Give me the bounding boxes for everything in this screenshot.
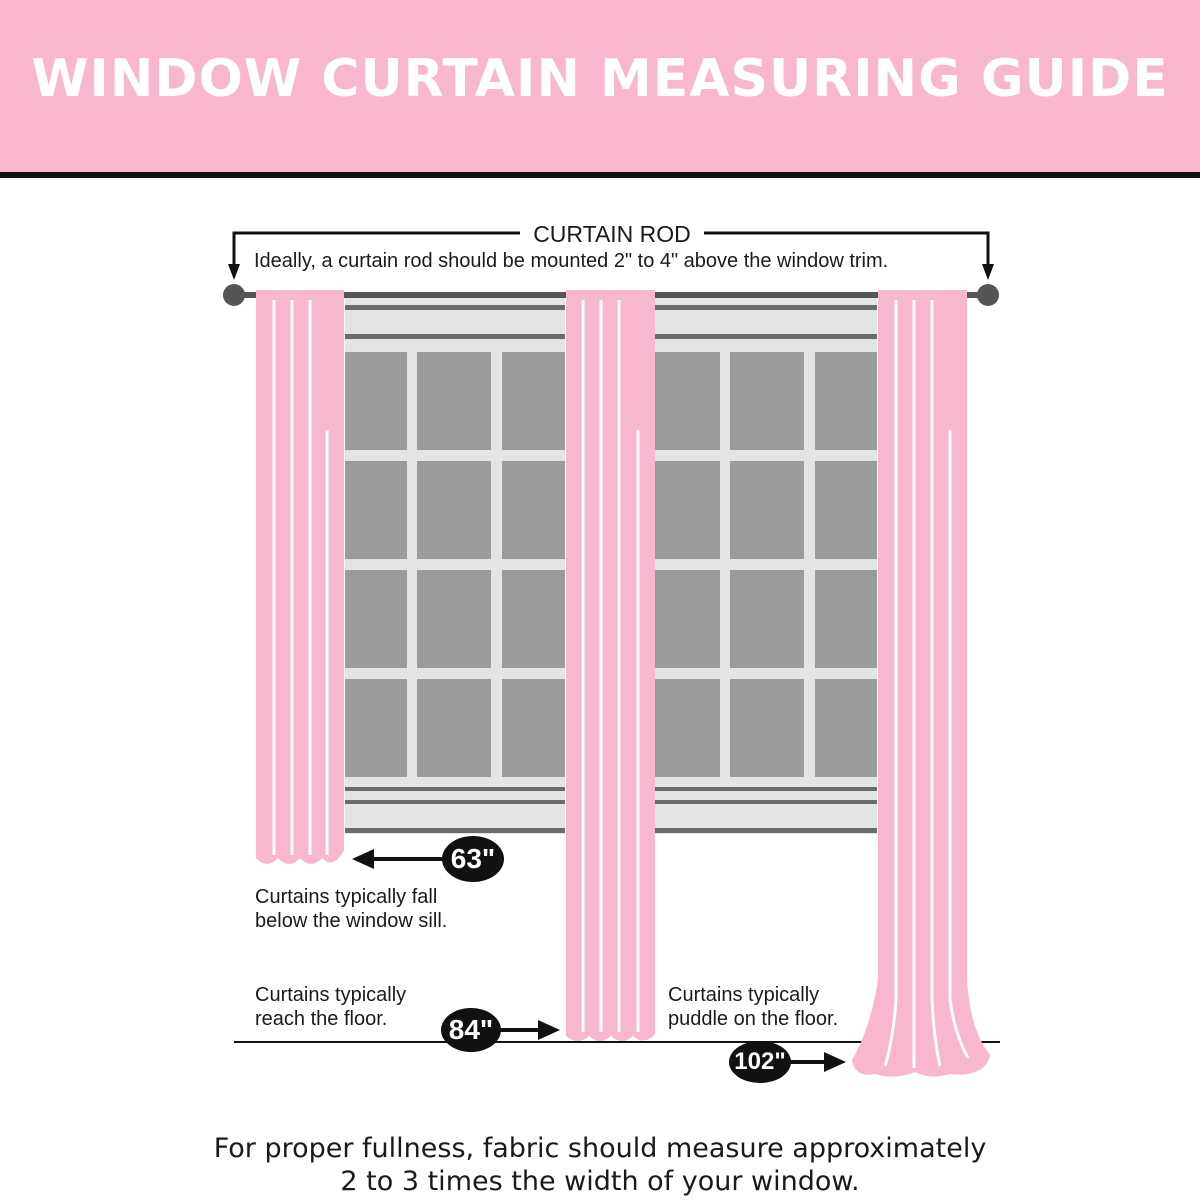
window-pane bbox=[417, 570, 491, 668]
window-sill-trim bbox=[345, 828, 565, 833]
window-pane bbox=[345, 461, 407, 559]
window-pane bbox=[345, 352, 407, 450]
window-sill-trim bbox=[345, 800, 565, 804]
curtain-rod-title: CURTAIN ROD bbox=[533, 221, 691, 247]
arrow-102 bbox=[788, 1052, 846, 1072]
window-sill-trim bbox=[655, 800, 877, 804]
window-pane bbox=[502, 570, 565, 668]
window-sill-trim bbox=[655, 787, 877, 791]
window-pane bbox=[815, 461, 877, 559]
curtain-rod-note: Ideally, a curtain rod should be mounted 2" to 4" above the window trim. bbox=[254, 250, 889, 272]
note-puddle-length bbox=[668, 983, 838, 1031]
arrow-63 bbox=[352, 849, 444, 869]
window-pane bbox=[502, 352, 565, 450]
window-top-trim bbox=[655, 305, 877, 310]
bracket-left-arrowhead bbox=[228, 264, 240, 280]
window-pane bbox=[730, 352, 804, 450]
window-pane bbox=[815, 570, 877, 668]
bracket-right-arrowhead bbox=[982, 264, 994, 280]
note-line: Curtains typically fall bbox=[255, 886, 438, 908]
length-badge-63: 63" bbox=[442, 836, 504, 882]
window-top-trim bbox=[345, 334, 565, 339]
note-line: Curtains typically bbox=[668, 984, 820, 1006]
window-pane bbox=[655, 570, 720, 668]
note-line: below the window sill. bbox=[255, 910, 448, 932]
window-sill-trim bbox=[345, 787, 565, 791]
window-pane bbox=[730, 461, 804, 559]
curtain-panel-84 bbox=[566, 290, 655, 1041]
window-pane bbox=[417, 461, 491, 559]
rod-finial-left bbox=[223, 284, 245, 306]
window-pane bbox=[815, 352, 877, 450]
window-pane bbox=[417, 679, 491, 777]
window-top-trim bbox=[345, 305, 565, 310]
window-pane bbox=[417, 352, 491, 450]
window-sill-trim bbox=[655, 828, 877, 833]
window-pane bbox=[502, 461, 565, 559]
window-pane bbox=[345, 679, 407, 777]
arrow-84 bbox=[498, 1020, 560, 1040]
footer-line: For proper fullness, fabric should measure approximately bbox=[213, 1133, 987, 1164]
curtain-panel-63 bbox=[256, 290, 344, 864]
note-line: puddle on the floor. bbox=[668, 1008, 839, 1030]
window-pane bbox=[815, 679, 877, 777]
window-pane bbox=[655, 679, 720, 777]
page-title: WINDOW CURTAIN MEASURING GUIDE bbox=[31, 49, 1169, 109]
rod-finial-right bbox=[977, 284, 999, 306]
footer-note bbox=[0, 1132, 1200, 1198]
length-badge-102: 102" bbox=[729, 1041, 791, 1083]
note-sill-length bbox=[255, 885, 447, 933]
note-line: reach the floor. bbox=[255, 1008, 388, 1030]
note-floor-length bbox=[255, 983, 406, 1031]
window-pane bbox=[502, 679, 565, 777]
window-pane bbox=[655, 461, 720, 559]
window-pane bbox=[345, 570, 407, 668]
window-top-trim bbox=[655, 334, 877, 339]
length-badge-84: 84" bbox=[441, 1008, 501, 1052]
window-pane bbox=[730, 679, 804, 777]
window-pane bbox=[655, 352, 720, 450]
window-pane bbox=[730, 570, 804, 668]
footer-line: 2 to 3 times the width of your window. bbox=[340, 1166, 860, 1197]
note-line: Curtains typically bbox=[255, 984, 407, 1006]
